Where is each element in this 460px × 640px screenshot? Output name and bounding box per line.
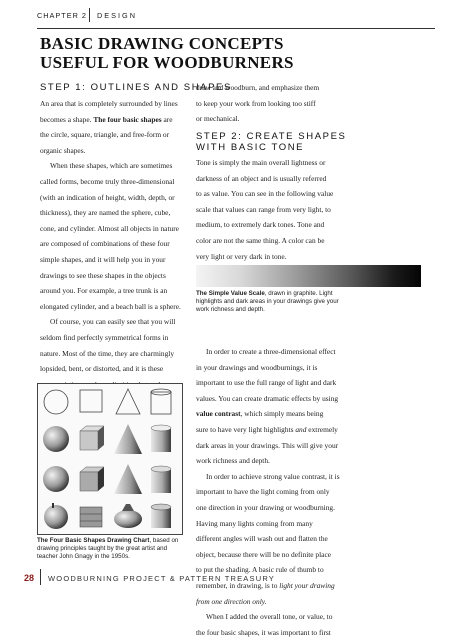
text-line <box>40 236 190 252</box>
text-run: drawings to see these shapes in the objects <box>40 270 166 280</box>
text-line <box>40 205 190 221</box>
right-column-continued <box>196 80 424 127</box>
value-scale-caption-line-3: work richness and depth. <box>196 306 265 314</box>
text-run: When I added the overall tone, or value, to <box>206 612 333 622</box>
value-scale-caption-bold: The Simple Value Scale <box>196 290 265 297</box>
drawing-caption-line-2: drawing principles taught by the great artist and <box>37 545 168 553</box>
text-run: to as value. You can see in the following value <box>196 189 334 199</box>
text-run: important to have the light coming from only <box>196 487 330 497</box>
text-line <box>40 112 190 128</box>
four-basic-shapes-drawing <box>37 383 183 535</box>
text-run: elongated cylinder, and a beach ball is a sphere. <box>40 301 181 311</box>
text-line <box>196 609 424 625</box>
text-line <box>196 111 424 127</box>
text-line <box>196 625 424 640</box>
text-line <box>196 453 424 469</box>
text-line <box>196 469 424 485</box>
text-line <box>196 155 424 171</box>
text-line <box>196 406 424 422</box>
value-scale-caption <box>196 290 424 315</box>
step2-heading-line-2: WITH BASIC TONE <box>196 142 305 153</box>
section-label: DESIGN <box>97 11 137 20</box>
text-run: the circle, square, triangle, and free-form or <box>40 130 170 140</box>
text-line <box>196 344 424 360</box>
text-run: different angles will wash out and flatten the <box>196 534 328 544</box>
text-line <box>196 186 424 202</box>
step1-heading: STEP 1: OUTLINES AND SHAPES <box>40 82 232 93</box>
text-run: value contrast <box>196 409 241 419</box>
text-line <box>40 221 190 237</box>
text-run: Tone is simply the main overall lightness or <box>196 158 326 167</box>
text-line <box>196 531 424 547</box>
text-line <box>196 217 424 233</box>
text-run: becomes a shape. <box>40 114 94 124</box>
page-number: 28 <box>24 573 35 583</box>
text-run: When these shapes, which are sometimes <box>50 161 173 171</box>
title-line-1: BASIC DRAWING CONCEPTS <box>40 34 284 53</box>
text-run: around you. For example, a tree trunk is an <box>40 286 168 296</box>
text-line <box>196 594 424 610</box>
text-run: are composed of combinations of these four <box>40 239 170 249</box>
value-scale-image <box>196 265 421 287</box>
text-line <box>40 143 190 159</box>
title-line-2: USEFUL FOR WOODBURNERS <box>40 53 294 72</box>
text-run: in your drawings and woodburnings, it is <box>196 362 318 372</box>
text-line <box>40 283 190 299</box>
step2-heading <box>196 131 346 153</box>
text-line <box>40 127 190 143</box>
text-line <box>40 361 190 377</box>
text-run: important to use the full range of light and dark <box>196 378 337 388</box>
running-header <box>27 0 447 28</box>
text-line <box>40 190 190 206</box>
text-line <box>196 375 424 391</box>
text-line <box>196 233 424 249</box>
text-run: object, because there will be no definite place <box>196 549 332 559</box>
text-run: An area that is completely surrounded by lines <box>40 99 178 108</box>
drawing-caption-bold: The Four Basic Shapes Drawing Chart <box>37 537 150 544</box>
outline-row <box>44 389 171 414</box>
text-line <box>40 314 190 330</box>
text-line <box>40 96 190 112</box>
text-run: seldom find perfectly symmetrical forms in <box>40 332 169 342</box>
text-run: In order to achieve strong value contrast, it is <box>206 471 340 481</box>
text-run: called forms, become truly three-dimensional <box>40 176 175 186</box>
drawing-caption <box>37 537 187 562</box>
text-run: nature. Most of the time, they are charmingly <box>40 348 175 358</box>
text-run: color are not the same thing. A color can be <box>196 235 325 245</box>
text-line <box>196 438 424 454</box>
text-line <box>196 484 424 500</box>
text-run: light your drawing <box>279 580 335 590</box>
text-run: The four basic shapes <box>93 114 162 124</box>
text-run: In order to create a three-dimensional effect <box>206 347 336 356</box>
page-title <box>40 34 340 72</box>
text-run: to put the shading. A basic rule of thumb to <box>196 565 324 575</box>
shaded-shapes-row-2 <box>43 464 171 494</box>
text-line <box>196 500 424 516</box>
text-run: extremely <box>306 424 338 434</box>
text-run: values. You can create dramatic effects by using <box>196 393 339 403</box>
text-run: sure to have very light highlights <box>196 424 296 434</box>
drawing-caption-rest: , based on <box>149 537 179 544</box>
text-line <box>196 547 424 563</box>
text-run: very light or very dark in tone. <box>196 251 287 261</box>
text-line <box>40 158 190 174</box>
chapter-label: CHAPTER 2 <box>37 11 87 20</box>
text-run: draw and woodburn, and emphasize them <box>196 83 320 92</box>
text-run: Of course, you can easily see that you will <box>50 317 176 327</box>
step2-heading-line-1: STEP 2: CREATE SHAPES <box>196 131 347 142</box>
drawing-caption-line-3: teacher John Gnagy in the 1950s. <box>37 553 130 561</box>
text-run: (with an indication of height, width, depth, or <box>40 192 175 202</box>
text-run: darkness of an object and is usually referred <box>196 173 327 183</box>
header-divider <box>89 8 90 22</box>
text-line <box>196 516 424 532</box>
text-line <box>40 252 190 268</box>
shapes-drawing-svg <box>38 384 182 534</box>
text-run: dark areas in your drawings. This will give your <box>196 440 339 450</box>
text-line <box>196 422 424 438</box>
shaded-shapes-row-1 <box>43 424 171 454</box>
text-run: remember, in drawing, is to <box>196 580 280 590</box>
text-line <box>196 360 424 376</box>
text-line <box>196 249 424 265</box>
value-contrast-body <box>196 344 424 640</box>
text-line <box>196 80 424 96</box>
text-line <box>196 202 424 218</box>
text-line <box>196 391 424 407</box>
text-run: thickness), they are named the sphere, cube, <box>40 208 171 218</box>
footer-divider <box>40 569 41 585</box>
text-run: lopsided, bent, or distorted, and it is these <box>40 364 164 374</box>
book-title: WOODBURNING PROJECT & PATTERN TREASURY <box>48 574 276 583</box>
text-run: scale that values can range from very light, to <box>196 204 331 214</box>
object-examples-row <box>44 503 171 529</box>
value-scale-caption-line-2: highlights and dark areas in your drawings give your <box>196 298 339 306</box>
text-run: and <box>295 424 307 434</box>
text-run: work richness and depth. <box>196 456 270 466</box>
header-rule <box>37 28 435 29</box>
text-line <box>40 299 190 315</box>
text-line <box>196 171 424 187</box>
text-line <box>40 174 190 190</box>
text-run: are <box>161 114 173 124</box>
step2-body <box>196 155 424 264</box>
text-run: one direction in your drawing or woodburning. <box>196 502 335 512</box>
text-run: the four basic shapes, it was important to first <box>196 627 331 637</box>
text-run: to keep your work from looking too stiff <box>196 98 316 108</box>
text-run: from one direction only. <box>196 596 267 606</box>
text-line <box>196 96 424 112</box>
text-line <box>40 268 190 284</box>
text-line <box>40 346 190 362</box>
text-run: , which simply means being <box>240 409 324 419</box>
text-run: simple shapes, and it will help you in your <box>40 254 166 264</box>
text-run: Having many lights coming from many <box>196 518 313 528</box>
text-run: or mechanical. <box>196 114 240 124</box>
text-line <box>40 330 190 346</box>
text-run: organic shapes. <box>40 145 86 155</box>
text-run: cone, and cylinder. Almost all objects in nature <box>40 223 179 233</box>
text-run: medium, to extremely dark tones. Tone and <box>196 220 325 230</box>
value-scale-caption-rest: , drawn in graphite. Light <box>264 290 333 297</box>
